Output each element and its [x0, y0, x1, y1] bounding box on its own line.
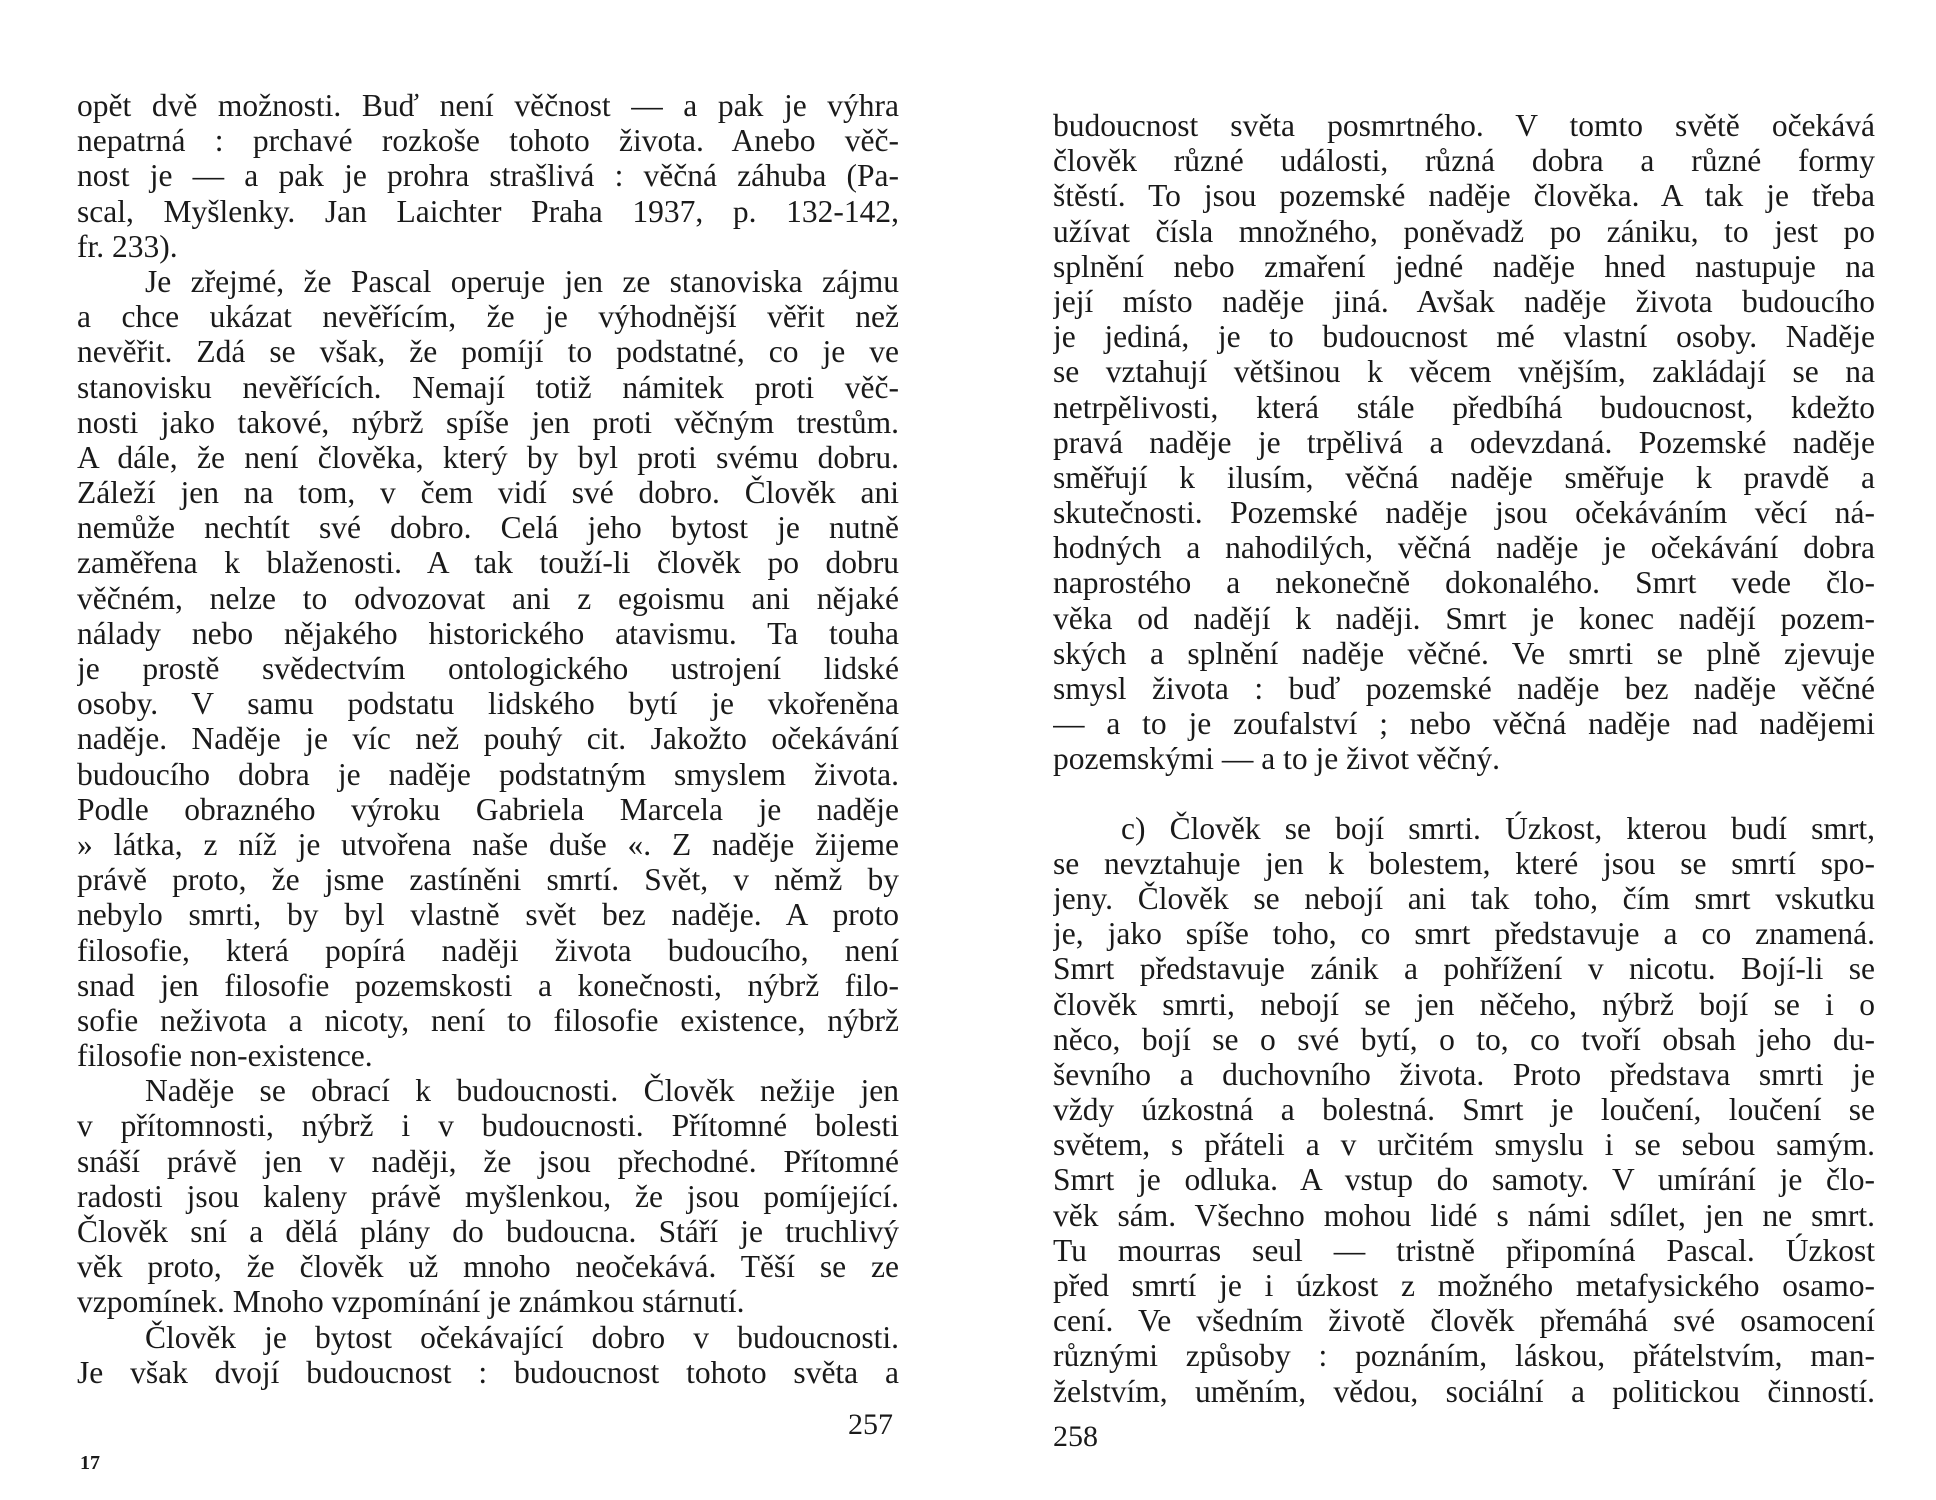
text-line: nemůže nechtít své dobro. Celá jeho bytost je nutně [77, 510, 899, 546]
text-line: se nevztahuje jen k bolestem, které jsou se smrtí spo- [1053, 845, 1875, 881]
text-line: Smrt je odluka. A vstup do samoty. V umírání je člo- [1053, 1162, 1875, 1198]
text-line: je jediná, je to budoucnost mé vlastní osoby. Naděje [1053, 319, 1875, 355]
text-line: splnění nebo zmaření jedné naděje hned nastupuje na [1053, 248, 1875, 284]
text-line: budoucího dobra je naděje podstatným smyslem života. [77, 756, 899, 792]
right-text-column [1053, 108, 1875, 1409]
text-line: nevěřit. Zdá se však, že pomíjí to podstatné, co je ve [77, 334, 899, 370]
text-line: Naděje se obrací k budoucnosti. Člověk nežije jen [145, 1073, 899, 1109]
text-line: hodných a nahodilých, věčná naděje je očekávání dobra [1053, 530, 1875, 566]
text-line: skutečnosti. Pozemské naděje jsou očekáváním věcí ná- [1053, 495, 1875, 531]
text-line: budoucnost světa posmrtného. V tomto světě očekává [1053, 108, 1875, 143]
text-line: je prostě svědectvím ontologického ustrojení lidské [77, 651, 899, 686]
page-number: 258 [1053, 1420, 1098, 1453]
text-line: nosti jako takové, nýbrž spíše jen proti věčným trestům. [77, 404, 899, 440]
text-line: Je však dvojí budoucnost : budoucnost tohoto světa a [77, 1354, 899, 1390]
text-line: člověk smrti, nebojí se jen něčeho, nýbrž bojí se i o [1053, 986, 1875, 1022]
text-line: nepatrná : prchavé rozkoše tohoto života. Anebo věč- [77, 123, 899, 159]
text-line: Tu mourras seul — tristně připomíná Pascal. Úzkost [1053, 1232, 1875, 1268]
text-line: pozemskými — a to je život věčný. [1053, 741, 1501, 777]
text-line: věk sám. Všechno mohou lidé s námi sdílet, jen ne smrt. [1053, 1197, 1875, 1233]
text-line: v přítomnosti, nýbrž i v budoucnosti. Přítomné bolesti [77, 1108, 899, 1144]
text-line: želstvím, uměním, vědou, sociální a politickou činností. [1053, 1373, 1875, 1409]
text-line: věk proto, že člověk už mnoho neočekává. Těší se ze [77, 1249, 899, 1285]
text-line: její místo naděje jiná. Avšak naděje života budoucího [1053, 283, 1875, 319]
text-line: je, jako spíše toho, co smrt představuje a co znamená. [1053, 916, 1875, 952]
text-line: jeny. Člověk se nebojí ani tak toho, čím smrt vskutku [1053, 880, 1875, 916]
text-line: smysl života : buď pozemské naděje bez naděje věčné [1053, 671, 1875, 706]
text-line: užívat čísla množného, poněvadž po zániku, to jest po [1053, 213, 1875, 249]
page-number: 257 [848, 1408, 893, 1441]
text-line: opět dvě možnosti. Buď není věčnost — a pak je výhra [77, 88, 899, 123]
text-line: filosofie non-existence. [77, 1038, 373, 1074]
text-line: cení. Ve všedním životě člověk přemáhá své osamocení [1053, 1303, 1875, 1339]
text-line: Člověk je bytost očekávající dobro v budoucnosti. [145, 1319, 899, 1355]
text-line: radosti jsou kaleny právě myšlenkou, že jsou pomíjející. [77, 1178, 899, 1214]
text-line: vzpomínek. Mnoho vzpomínání je známkou stárnutí. [77, 1284, 745, 1320]
text-line: osoby. V samu podstatu lidského bytí je vkořeněna [77, 686, 899, 722]
text-line: různými způsoby : poznáním, láskou, přátelstvím, man- [1053, 1338, 1875, 1374]
text-line: » látka, z níž je utvořena naše duše «. Z naděje žijeme [77, 826, 899, 862]
text-line: nálady nebo nějakého historického atavismu. Ta touha [77, 615, 899, 651]
text-line: Člověk sní a dělá plány do budoucna. Stáří je truchlivý [77, 1214, 899, 1249]
signature-mark: 17 [80, 1452, 100, 1474]
section-gap [1053, 777, 1875, 811]
text-line: ských a splnění naděje věčné. Ve smrti se plně zjevuje [1053, 635, 1875, 671]
text-line: naprostého a nekonečně dokonalého. Smrt vede člo- [1053, 565, 1875, 601]
text-line: sofie neživota a nicoty, není to filosofie existence, nýbrž [77, 1002, 899, 1038]
text-line: netrpělivosti, která stále předbíhá budoucnost, kdežto [1053, 389, 1875, 425]
text-line: člověk různé události, různá dobra a různé formy [1053, 143, 1875, 179]
text-line: naděje. Naděje je víc než pouhý cit. Jakožto očekávání [77, 721, 899, 757]
text-line: Smrt představuje zánik a pohřížení v nicotu. Bojí-li se [1053, 951, 1875, 987]
text-line: se vztahují většinou k věcem vnějším, zakládají se na [1053, 354, 1875, 390]
text-line: směřují k ilusím, věčná naděje směřuje k pravdě a [1053, 459, 1875, 495]
text-line: ševního a duchovního života. Proto představa smrti je [1053, 1056, 1875, 1092]
text-line: věka od nadějí k naději. Smrt je konec nadějí pozem- [1053, 600, 1875, 636]
text-line: pravá naděje je trpělivá a odevzdaná. Pozemské naděje [1053, 424, 1875, 460]
right-page [968, 0, 1936, 1500]
text-line: vždy úzkostná a bolestná. Smrt je loučení, loučení se [1053, 1092, 1875, 1128]
text-line: Záleží jen na tom, v čem vidí své dobro. Člověk ani [77, 475, 899, 511]
text-line: fr. 233). [77, 228, 178, 264]
text-line: Je zřejmé, že Pascal operuje jen ze stanoviska zájmu [145, 263, 899, 299]
text-line: právě proto, že jsme zastíněni smrtí. Svět, v němž by [77, 862, 899, 898]
text-line: — a to je zoufalství ; nebo věčná naděje nad nadějemi [1053, 706, 1875, 742]
text-line: před smrtí je i úzkost z možného metafysického osamo- [1053, 1268, 1875, 1303]
text-line: něco, bojí se o své bytí, o to, co tvoří obsah jeho du- [1053, 1021, 1875, 1057]
text-line: štěstí. To jsou pozemské naděje člověka. A tak je třeba [1053, 178, 1875, 214]
left-text-column [77, 88, 899, 1390]
text-line: nebylo smrti, by byl vlastně svět bez naděje. A proto [77, 897, 899, 933]
text-line: Podle obrazného výroku Gabriela Marcela je naděje [77, 791, 899, 827]
text-line: zaměřena k blaženosti. A tak touží-li člověk po dobru [77, 545, 899, 581]
text-line: a chce ukázat nevěřícím, že je výhodnější věřit než [77, 299, 899, 335]
text-line: c) Člověk se bojí smrti. Úzkost, kterou budí smrt, [1121, 810, 1875, 846]
text-line: stanovisku nevěřících. Nemají totiž námitek proti věč- [77, 369, 899, 405]
text-line: snáší právě jen v naději, že jsou přechodné. Přítomné [77, 1143, 899, 1179]
text-line: snad jen filosofie pozemskosti a konečnosti, nýbrž filo- [77, 967, 899, 1003]
text-line: filosofie, která popírá naději života budoucího, není [77, 932, 899, 968]
text-line: věčném, nelze to odvozovat ani z egoismu ani nějaké [77, 580, 899, 616]
text-line: scal, Myšlenky. Jan Laichter Praha 1937, p. 132-142, [77, 193, 899, 229]
text-line: světem, s přáteli a v určitém smyslu i se sebou samým. [1053, 1127, 1875, 1163]
text-line: nost je — a pak je prohra strašlivá : věčná záhuba (Pa- [77, 158, 899, 194]
text-line: A dále, že není člověka, který by byl proti svému dobru. [77, 439, 899, 475]
